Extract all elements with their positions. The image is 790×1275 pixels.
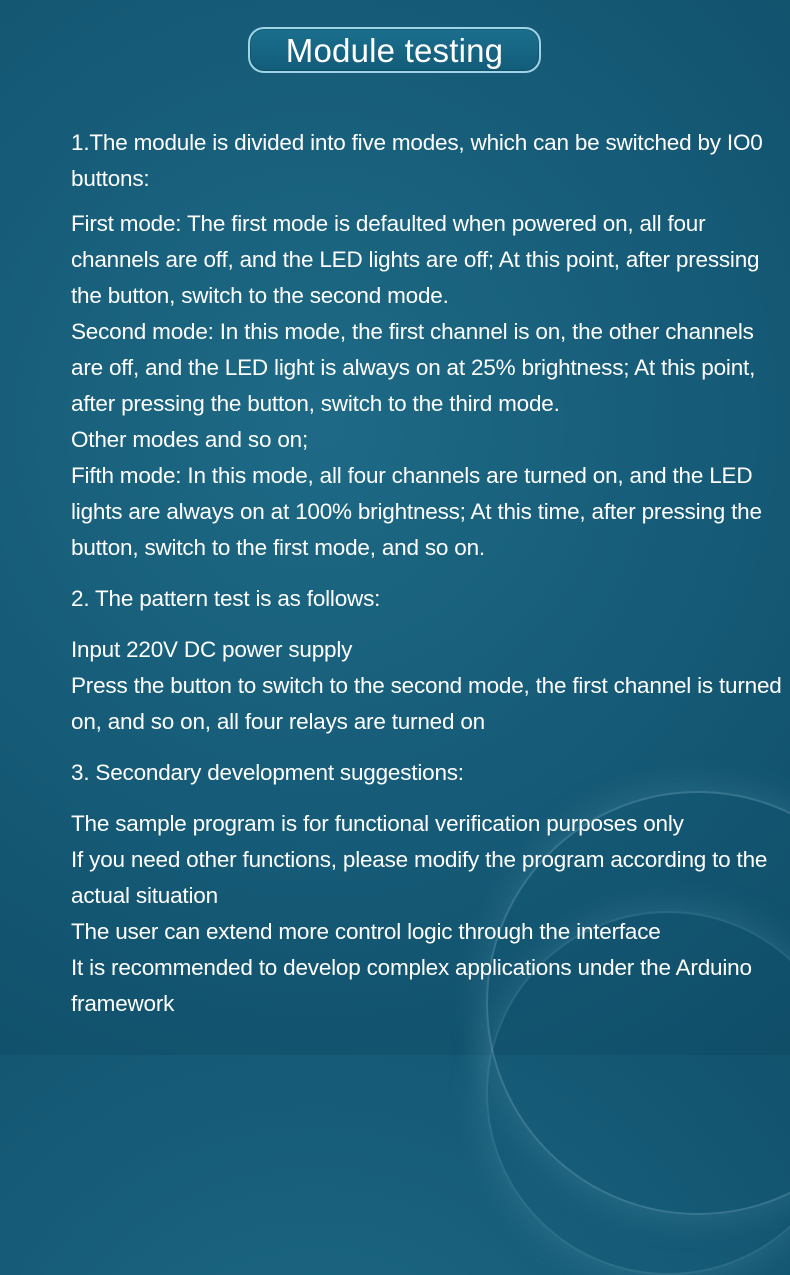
- suggestion-4: It is recommended to develop complex applications under the Arduino framework: [71, 955, 752, 1016]
- main-content: [71, 125, 783, 1022]
- section-3-heading: 3. Secondary development suggestions:: [71, 760, 464, 785]
- mode-5-description: Fifth mode: In this mode, all four channels are turned on, and the LED lights are always on at 100% brightness; At this time, after pressing the button, switch to the first mode, and so on.: [71, 463, 762, 560]
- section-2-heading: 2. The pattern test is as follows:: [71, 586, 381, 611]
- test-step-power: Input 220V DC power supply: [71, 637, 353, 662]
- page-title-badge: [248, 27, 541, 73]
- mode-2-description: Second mode: In this mode, the first channel is on, the other channels are off, and the LED light is always on at 25% brightness; At this point, after pressing the button, switch to the third mode.: [71, 319, 756, 416]
- suggestion-3: The user can extend more control logic through the interface: [71, 919, 661, 944]
- mode-1-description: First mode: The first mode is defaulted when powered on, all four channels are off, and the LED lights are off; At this point, after pressing the button, switch to the second mode.: [71, 211, 760, 308]
- page-title: Module testing: [285, 31, 504, 69]
- suggestion-1: The sample program is for functional verification purposes only: [71, 811, 684, 836]
- other-modes-note: Other modes and so on;: [71, 427, 308, 452]
- suggestion-2: If you need other functions, please modify the program according to the actual situation: [71, 847, 768, 908]
- section-1-heading: 1.The module is divided into five modes, which can be switched by IO0 buttons:: [71, 130, 763, 191]
- test-step-button: Press the button to switch to the second mode, the first channel is turned on, and so on, all four relays are turned on: [71, 673, 782, 734]
